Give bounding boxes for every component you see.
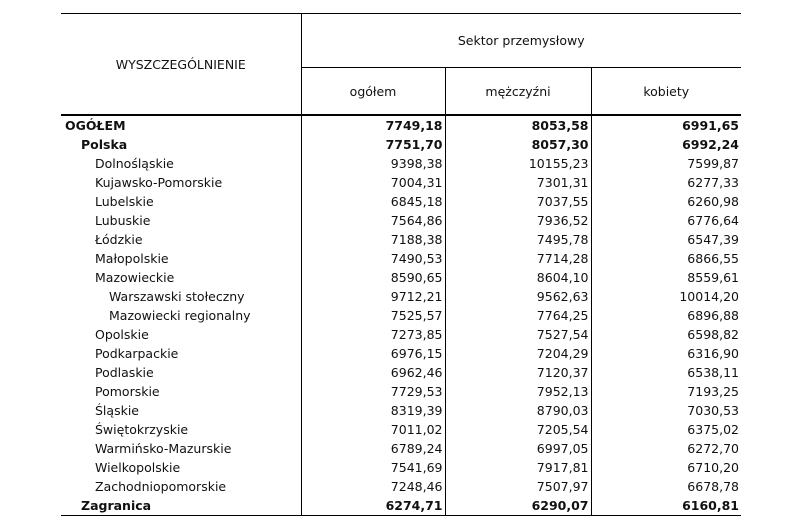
row-label: Łódzkie bbox=[61, 230, 301, 249]
cell-kobiety: 6776,64 bbox=[591, 211, 741, 230]
salary-table bbox=[61, 13, 741, 516]
table-row bbox=[61, 230, 741, 249]
cell-kobiety: 6710,20 bbox=[591, 458, 741, 477]
cell-ogolem: 7751,70 bbox=[385, 137, 443, 152]
row-label: Małopolskie bbox=[61, 249, 301, 268]
table-row bbox=[61, 115, 741, 135]
row-label: Pomorskie bbox=[61, 382, 301, 401]
table-row bbox=[61, 401, 741, 420]
row-label: Podlaskie bbox=[61, 363, 301, 382]
cell-mezczyzni: 6997,05 bbox=[445, 439, 591, 458]
table-row bbox=[61, 173, 741, 192]
group-header: Sektor przemysłowy bbox=[301, 14, 741, 68]
cell-mezczyzni: 7714,28 bbox=[445, 249, 591, 268]
cell-ogolem: 7564,86 bbox=[390, 213, 443, 228]
table-row bbox=[61, 458, 741, 477]
table-row bbox=[61, 344, 741, 363]
row-label: Śląskie bbox=[61, 401, 301, 420]
cell-mezczyzni: 7301,31 bbox=[445, 173, 591, 192]
cell-mezczyzni: 8790,03 bbox=[445, 401, 591, 420]
table-row bbox=[61, 477, 741, 496]
cell-ogolem: 7541,69 bbox=[390, 460, 443, 475]
cell-kobiety: 6678,78 bbox=[591, 477, 741, 496]
cell-ogolem: 7004,31 bbox=[390, 175, 443, 190]
cell-mezczyzni: 7527,54 bbox=[445, 325, 591, 344]
cell-ogolem: 6274,71 bbox=[301, 496, 445, 516]
cell-mezczyzni: 8057,30 bbox=[445, 135, 591, 154]
cell-kobiety: 6598,82 bbox=[591, 325, 741, 344]
cell-mezczyzni: 10155,23 bbox=[445, 154, 591, 173]
cell-ogolem: 6789,24 bbox=[390, 441, 443, 456]
row-label: OGÓŁEM bbox=[61, 115, 301, 135]
cell-ogolem: 7490,53 bbox=[390, 251, 443, 266]
cell-mezczyzni: 8604,10 bbox=[445, 268, 591, 287]
cell-mezczyzni: 8053,58 bbox=[445, 115, 591, 135]
column-header-kobiety: kobiety bbox=[591, 68, 741, 116]
cell-ogolem: 9398,38 bbox=[390, 156, 443, 171]
column-header-ogolem: ogółem bbox=[301, 68, 445, 116]
table-row bbox=[61, 382, 741, 401]
cell-kobiety: 10014,20 bbox=[591, 287, 741, 306]
cell-kobiety: 6991,65 bbox=[591, 115, 741, 135]
cell-ogolem: 6845,18 bbox=[390, 194, 443, 209]
cell-ogolem: 7525,57 bbox=[390, 308, 443, 323]
column-header-mezczyzni: mężczyźni bbox=[445, 68, 591, 116]
row-label: Dolnośląskie bbox=[61, 154, 301, 173]
table-row bbox=[61, 192, 741, 211]
cell-kobiety: 6866,55 bbox=[591, 249, 741, 268]
cell-kobiety: 6992,24 bbox=[591, 135, 741, 154]
cell-kobiety: 6896,88 bbox=[591, 306, 741, 325]
cell-kobiety: 6272,70 bbox=[591, 439, 741, 458]
table-row bbox=[61, 154, 741, 173]
row-label: Warszawski stołeczny bbox=[61, 287, 301, 306]
table-row bbox=[61, 249, 741, 268]
table-row bbox=[61, 211, 741, 230]
cell-kobiety: 6538,11 bbox=[591, 363, 741, 382]
table-row bbox=[61, 268, 741, 287]
cell-mezczyzni: 7120,37 bbox=[445, 363, 591, 382]
cell-ogolem: 8319,39 bbox=[390, 403, 443, 418]
cell-ogolem: 8590,65 bbox=[390, 270, 443, 285]
cell-kobiety: 7030,53 bbox=[591, 401, 741, 420]
row-label: Lubuskie bbox=[61, 211, 301, 230]
cell-ogolem: 7749,18 bbox=[385, 118, 443, 133]
cell-kobiety: 6316,90 bbox=[591, 344, 741, 363]
row-label: Zagranica bbox=[61, 496, 301, 516]
row-label: Lubelskie bbox=[61, 192, 301, 211]
cell-mezczyzni: 7205,54 bbox=[445, 420, 591, 439]
table-row bbox=[61, 439, 741, 458]
cell-mezczyzni: 7952,13 bbox=[445, 382, 591, 401]
cell-ogolem: 7188,38 bbox=[390, 232, 443, 247]
cell-kobiety: 7599,87 bbox=[591, 154, 741, 173]
cell-mezczyzni: 7936,52 bbox=[445, 211, 591, 230]
cell-mezczyzni: 7507,97 bbox=[445, 477, 591, 496]
cell-ogolem: 7729,53 bbox=[390, 384, 443, 399]
cell-mezczyzni: 7037,55 bbox=[445, 192, 591, 211]
cell-ogolem: 6962,46 bbox=[390, 365, 443, 380]
row-label: Mazowiecki regionalny bbox=[61, 306, 301, 325]
table-row bbox=[61, 363, 741, 382]
table-row bbox=[61, 325, 741, 344]
table-row bbox=[61, 420, 741, 439]
cell-kobiety: 6277,33 bbox=[591, 173, 741, 192]
cell-mezczyzni: 6290,07 bbox=[445, 496, 591, 516]
row-label: Polska bbox=[61, 135, 301, 154]
row-label: Zachodniopomorskie bbox=[61, 477, 301, 496]
row-label: Wielkopolskie bbox=[61, 458, 301, 477]
table-row bbox=[61, 287, 741, 306]
cell-kobiety: 6260,98 bbox=[591, 192, 741, 211]
cell-mezczyzni: 7764,25 bbox=[445, 306, 591, 325]
cell-kobiety: 6547,39 bbox=[591, 230, 741, 249]
cell-mezczyzni: 7917,81 bbox=[445, 458, 591, 477]
row-label: Opolskie bbox=[61, 325, 301, 344]
cell-ogolem: 7248,46 bbox=[390, 479, 443, 494]
cell-ogolem: 7273,85 bbox=[390, 327, 443, 342]
table-row bbox=[61, 135, 741, 154]
table-body bbox=[61, 115, 741, 516]
cell-mezczyzni: 9562,63 bbox=[445, 287, 591, 306]
cell-ogolem: 7011,02 bbox=[390, 422, 443, 437]
cell-kobiety: 6375,02 bbox=[591, 420, 741, 439]
row-label: Warmińsko-Mazurskie bbox=[61, 439, 301, 458]
cell-mezczyzni: 7495,78 bbox=[445, 230, 591, 249]
cell-ogolem: 6976,15 bbox=[390, 346, 443, 361]
table-row bbox=[61, 496, 741, 516]
table-row bbox=[61, 306, 741, 325]
cell-kobiety: 6160,81 bbox=[591, 496, 741, 516]
cell-kobiety: 7193,25 bbox=[591, 382, 741, 401]
row-label: Mazowieckie bbox=[61, 268, 301, 287]
row-label: Świętokrzyskie bbox=[61, 420, 301, 439]
cell-kobiety: 8559,61 bbox=[591, 268, 741, 287]
row-label: Kujawsko-Pomorskie bbox=[61, 173, 301, 192]
row-label: Podkarpackie bbox=[61, 344, 301, 363]
cell-mezczyzni: 7204,29 bbox=[445, 344, 591, 363]
cell-ogolem: 9712,21 bbox=[390, 289, 443, 304]
row-label-header: WYSZCZEGÓLNIENIE bbox=[61, 14, 301, 116]
